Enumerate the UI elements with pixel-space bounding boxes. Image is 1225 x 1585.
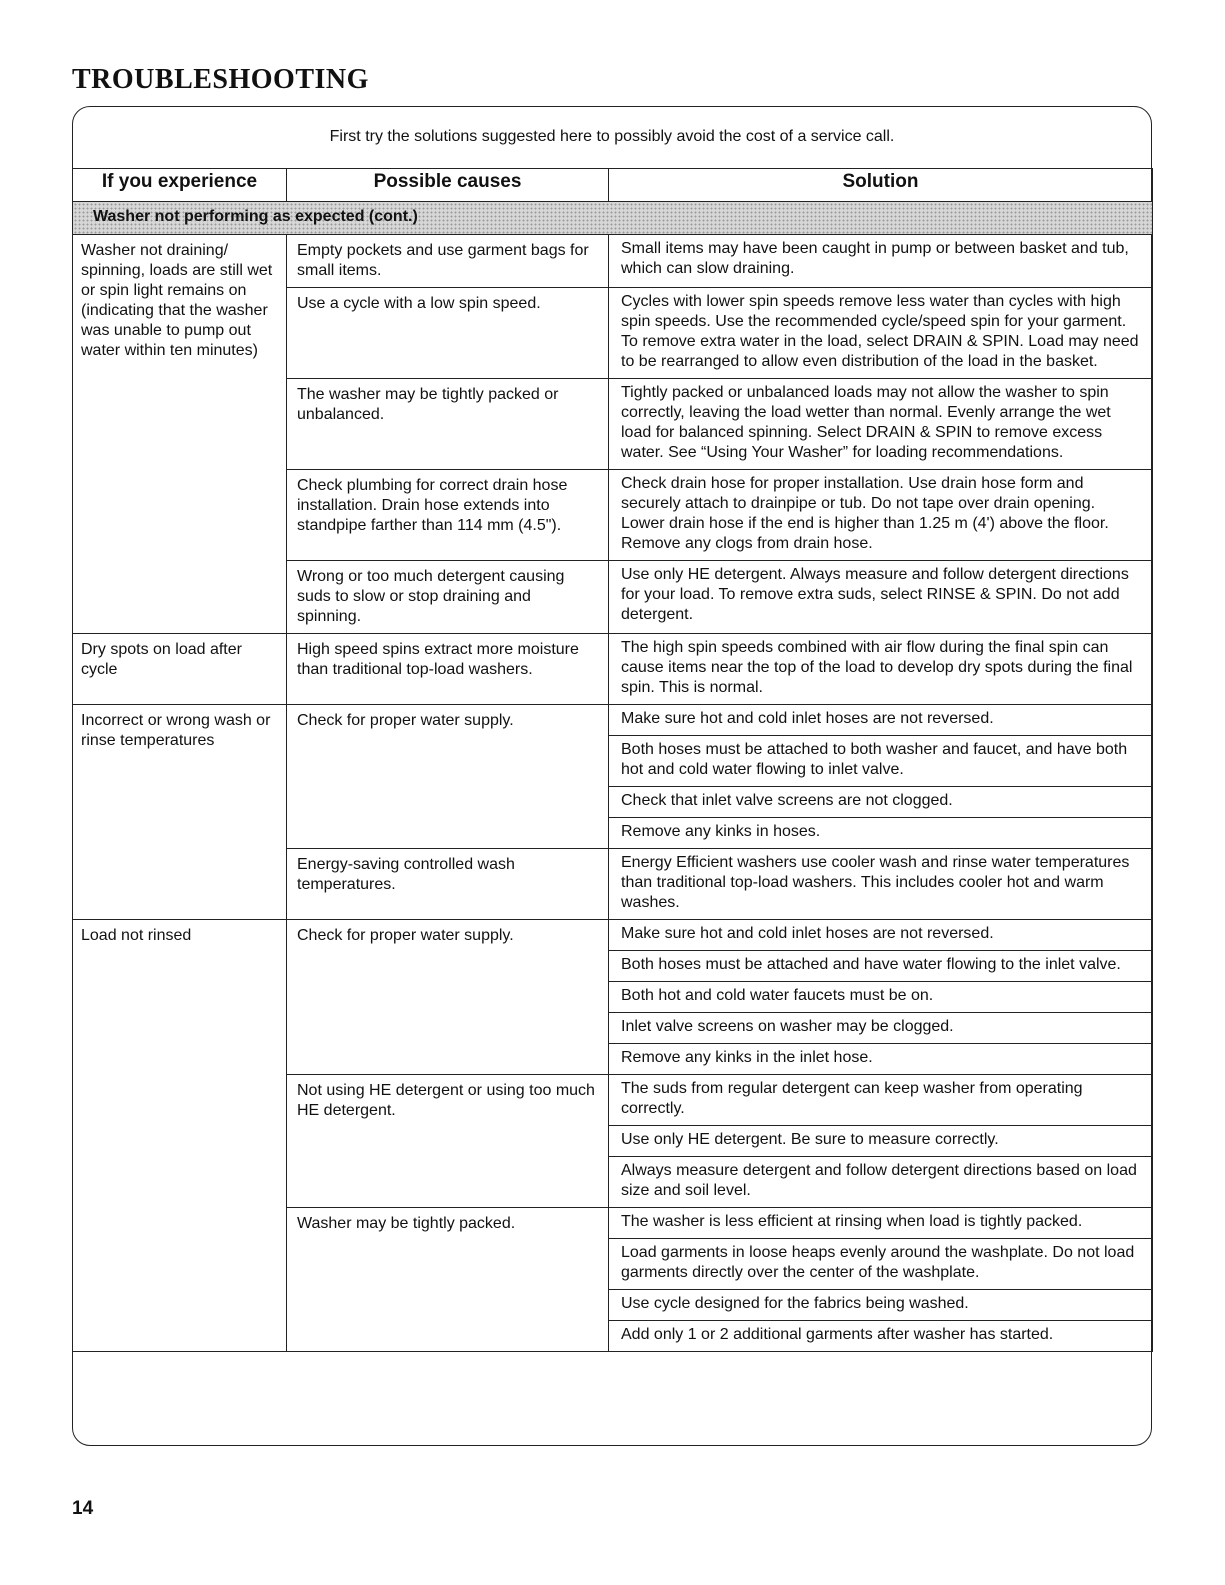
- solution-item: Load garments in loose heaps evenly around the washplate. Do not load garments directly over the center of the washplate.: [609, 1239, 1152, 1290]
- solution-cell: [609, 288, 1153, 379]
- cause-cell: Wrong or too much detergent causing suds to slow or stop draining and spinning.: [287, 561, 609, 634]
- solution-cell: [609, 705, 1153, 849]
- table-row: [73, 634, 1153, 705]
- solution-item: Make sure hot and cold inlet hoses are not reversed.: [609, 705, 1152, 736]
- section-title: Washer not performing as expected (cont.): [73, 202, 1153, 235]
- solution-cell: [609, 561, 1153, 634]
- solution-item: Both hoses must be attached and have water flowing to the inlet valve.: [609, 951, 1152, 982]
- page-title: TROUBLESHOOTING: [72, 64, 369, 95]
- symptom-cell: Dry spots on load after cycle: [73, 634, 287, 705]
- cause-cell: Check plumbing for correct drain hose installation. Drain hose extends into standpipe farther than 114 mm (4.5").: [287, 470, 609, 561]
- solution-item: Tightly packed or unbalanced loads may not allow the washer to spin correctly, leaving the load wetter than normal. Evenly arrange the wet load for balanced spinning. Select DRAIN & SPIN to remove excess water. See “Using Your Washer” for loading recommendations.: [621, 384, 1111, 461]
- solution-item: Both hot and cold water faucets must be on.: [609, 982, 1152, 1013]
- section-row: [73, 202, 1153, 235]
- table-header-row: [73, 169, 1153, 202]
- solution-item: Energy Efficient washers use cooler wash and rinse water temperatures than traditional top-load washers. This includes cooler hot and warm washes.: [621, 854, 1130, 911]
- solution-item: The washer is less efficient at rinsing when load is tightly packed.: [609, 1208, 1152, 1239]
- intro-text: First try the solutions suggested here to possibly avoid the cost of a service call.: [329, 128, 895, 145]
- header-causes: Possible causes: [287, 169, 609, 202]
- solution-item: Check that inlet valve screens are not clogged.: [609, 787, 1152, 818]
- solution-cell: [609, 920, 1153, 1075]
- solution-item: Inlet valve screens on washer may be clogged.: [609, 1013, 1152, 1044]
- cause-cell: Empty pockets and use garment bags for small items.: [287, 235, 609, 288]
- header-experience: If you experience: [73, 169, 287, 202]
- table-row: [73, 705, 1153, 849]
- solution-cell: [609, 634, 1153, 705]
- solution-item: Check drain hose for proper installation. Use drain hose form and securely attach to drainpipe or tub. Do not tape over drain opening. Lower drain hose if the end is higher than 1.25 m (4') above the floor. Remove any clogs from drain hose.: [621, 475, 1109, 552]
- troubleshooting-table: [72, 168, 1153, 1352]
- cause-cell: Use a cycle with a low spin speed.: [287, 288, 609, 379]
- cause-cell: Not using HE detergent or using too much HE detergent.: [287, 1075, 609, 1208]
- solution-item: Use only HE detergent. Always measure and follow detergent directions for your load. To remove extra suds, select RINSE & SPIN. Do not add detergent.: [621, 566, 1129, 623]
- header-solution: Solution: [609, 169, 1153, 202]
- cause-cell: Check for proper water supply.: [287, 920, 609, 1075]
- table-row: [73, 235, 1153, 288]
- solution-item: Use only HE detergent. Be sure to measure correctly.: [609, 1126, 1152, 1157]
- solution-cell: [609, 849, 1153, 920]
- solution-cell: [609, 235, 1153, 288]
- solution-item: Small items may have been caught in pump or between basket and tub, which can slow draining.: [621, 240, 1129, 277]
- solution-item: Always measure detergent and follow detergent directions based on load size and soil level.: [621, 1162, 1137, 1199]
- solution-cell: [609, 1208, 1153, 1352]
- table-row: [73, 920, 1153, 1075]
- symptom-cell: Load not rinsed: [73, 920, 287, 1352]
- solution-cell: [609, 379, 1153, 470]
- solution-item: Make sure hot and cold inlet hoses are not reversed.: [609, 920, 1152, 951]
- symptom-cell: Incorrect or wrong wash or rinse temperatures: [73, 705, 287, 920]
- page-number: 14: [72, 1498, 94, 1519]
- solution-item: Both hoses must be attached to both washer and faucet, and have both hot and cold water flowing to inlet valve.: [609, 736, 1152, 787]
- solution-item: Remove any kinks in the inlet hose.: [621, 1049, 873, 1066]
- solution-item: Add only 1 or 2 additional garments after washer has started.: [621, 1326, 1054, 1343]
- cause-cell: High speed spins extract more moisture than traditional top-load washers.: [287, 634, 609, 705]
- symptom-cell: Washer not draining/ spinning, loads are still wet or spin light remains on (indicating that the washer was unable to pump out water within ten minutes): [73, 235, 287, 634]
- solution-item: Remove any kinks in hoses.: [621, 823, 821, 840]
- cause-cell: Washer may be tightly packed.: [287, 1208, 609, 1352]
- solution-cell: [609, 470, 1153, 561]
- table-body: [73, 202, 1153, 1352]
- solution-item: The high spin speeds combined with air flow during the final spin can cause items near the top of the load to develop dry spots during the final spin. This is normal.: [621, 639, 1133, 696]
- cause-cell: Check for proper water supply.: [287, 705, 609, 849]
- cause-cell: Energy-saving controlled wash temperatures.: [287, 849, 609, 920]
- solution-item: The suds from regular detergent can keep washer from operating correctly.: [609, 1075, 1152, 1126]
- solution-item: Cycles with lower spin speeds remove less water than cycles with high spin speeds. Use the recommended cycle/speed spin for your garment. To remove extra water in the load, select DRAIN & SPIN. Load may need to be rearranged to allow even distribution of the load in the basket.: [621, 293, 1139, 370]
- cause-cell: The washer may be tightly packed or unbalanced.: [287, 379, 609, 470]
- solution-item: Use cycle designed for the fabrics being washed.: [609, 1290, 1152, 1321]
- solution-cell: [609, 1075, 1153, 1208]
